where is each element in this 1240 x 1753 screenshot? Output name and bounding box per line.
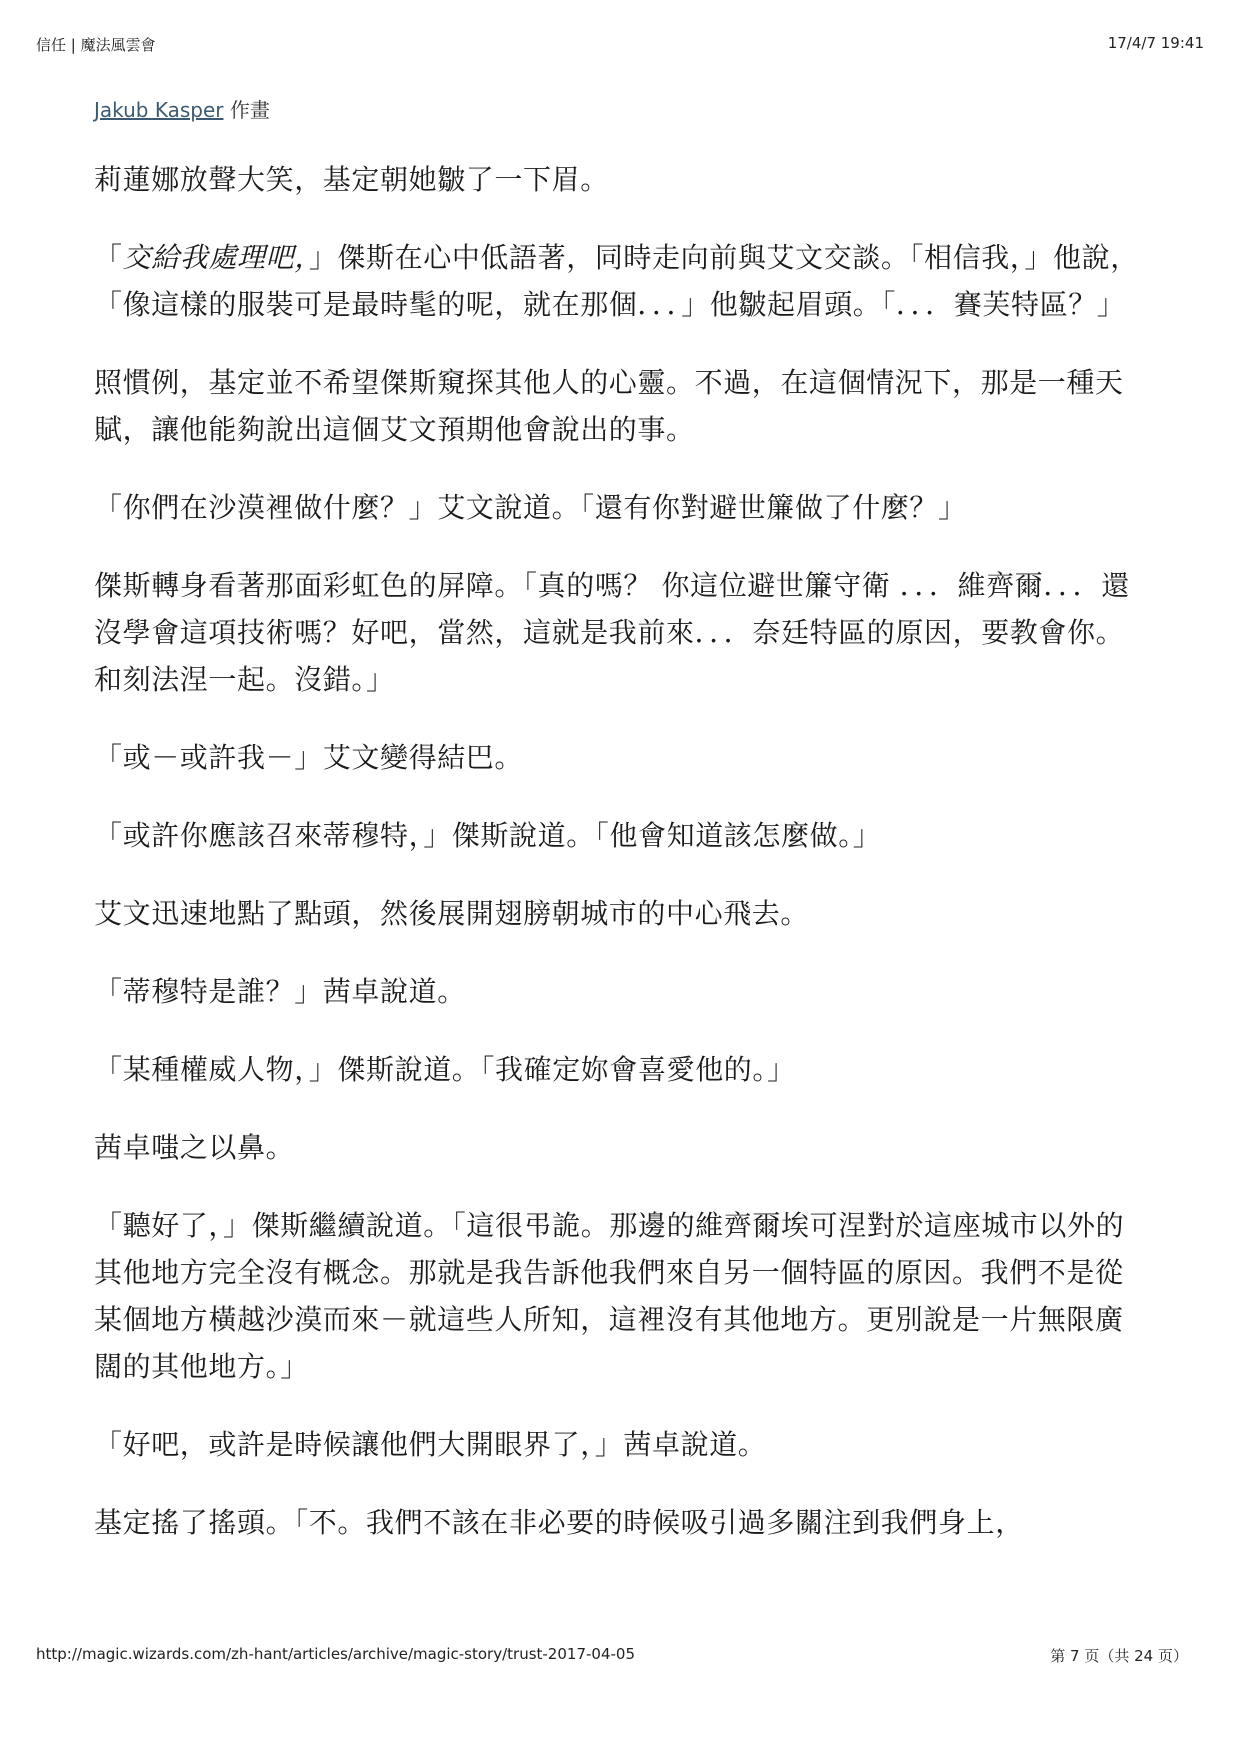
paragraph: 艾文迅速地點了點頭，然後展開翅膀朝城市的中心飛去。 bbox=[94, 897, 810, 930]
paragraph: 「聽好了，」傑斯繼續說道。「這很弔詭。那邊的維齊爾埃可涅對於這座城市以外的其他地方完全沒有概念。那就是我告訴他我們來自另一個特區的原因。我們不是從某個地方橫越沙漠而來－就這些人所知，這裡沒有其他地方。更別說是一片無限廣闊的其他地方。」 bbox=[94, 1209, 1125, 1383]
paragraph: 「或許你應該召來蒂穆特，」傑斯說道。「他會知道該怎麼做。」 bbox=[94, 819, 882, 852]
paragraph: 「或－或許我－」艾文變得結巴。 bbox=[94, 741, 524, 774]
page-header-datetime: 17/4/7 19:41 bbox=[1107, 34, 1204, 52]
article-body bbox=[94, 156, 1146, 1577]
page-footer-number: 第 7 页（共 24 页） bbox=[1050, 1647, 1188, 1665]
paragraph: 「某種權威人物，」傑斯說道。「我確定妳會喜愛他的。」 bbox=[94, 1053, 796, 1086]
paragraph: 「好吧，或許是時候讓他們大開眼界了，」茜卓說道。 bbox=[94, 1428, 767, 1461]
paragraph bbox=[94, 234, 1146, 328]
paragraph: 茜卓嗤之以鼻。 bbox=[94, 1131, 295, 1164]
quote-open: 「 bbox=[94, 241, 123, 274]
paragraph: 「你們在沙漠裡做什麼？」艾文說道。「還有你對避世簾做了什麼？」 bbox=[94, 491, 967, 524]
paragraph: 莉蓮娜放聲大笑，基定朝她皺了一下眉。 bbox=[94, 163, 609, 196]
paragraph-rest: 」傑斯在心中低語著，同時走向前與艾文交談。「相信我，」他說，「像這樣的服裝可是最時髦的呢，就在那個．．．」他皺起眉頭。「．．．賽芙特區？」 bbox=[94, 241, 1139, 321]
page-footer-url: http://magic.wizards.com/zh-hant/articles/archive/magic-story/trust-2017-04-05 bbox=[36, 1645, 635, 1663]
paragraph: 「蒂穆特是誰？」茜卓說道。 bbox=[94, 975, 466, 1008]
paragraph: 基定搖了搖頭。「不。我們不該在非必要的時候吸引過多關注到我們身上， bbox=[94, 1506, 1024, 1539]
artist-link[interactable]: Jakub Kasper bbox=[94, 98, 224, 122]
telepathic-speech: 交給我處理吧， bbox=[122, 241, 309, 274]
paragraph: 傑斯轉身看著那面彩虹色的屏障。「真的嗎？ 你這位避世簾守衛 ．．．維齊爾．．．還沒學會這項技術嗎？好吧，當然，這就是我前來．．．奈廷特區的原因，要教會你。和刻法涅一起。沒錯。」 bbox=[94, 569, 1130, 696]
byline-role: 作畫 bbox=[229, 98, 270, 122]
byline bbox=[94, 94, 270, 123]
paragraph: 照慣例，基定並不希望傑斯窺探其他人的心靈。不過，在這個情況下，那是一種天賦，讓他能夠說出這個艾文預期他會說出的事。 bbox=[94, 366, 1124, 446]
page-header-title: 信任 | 魔法風雲會 bbox=[36, 36, 156, 54]
